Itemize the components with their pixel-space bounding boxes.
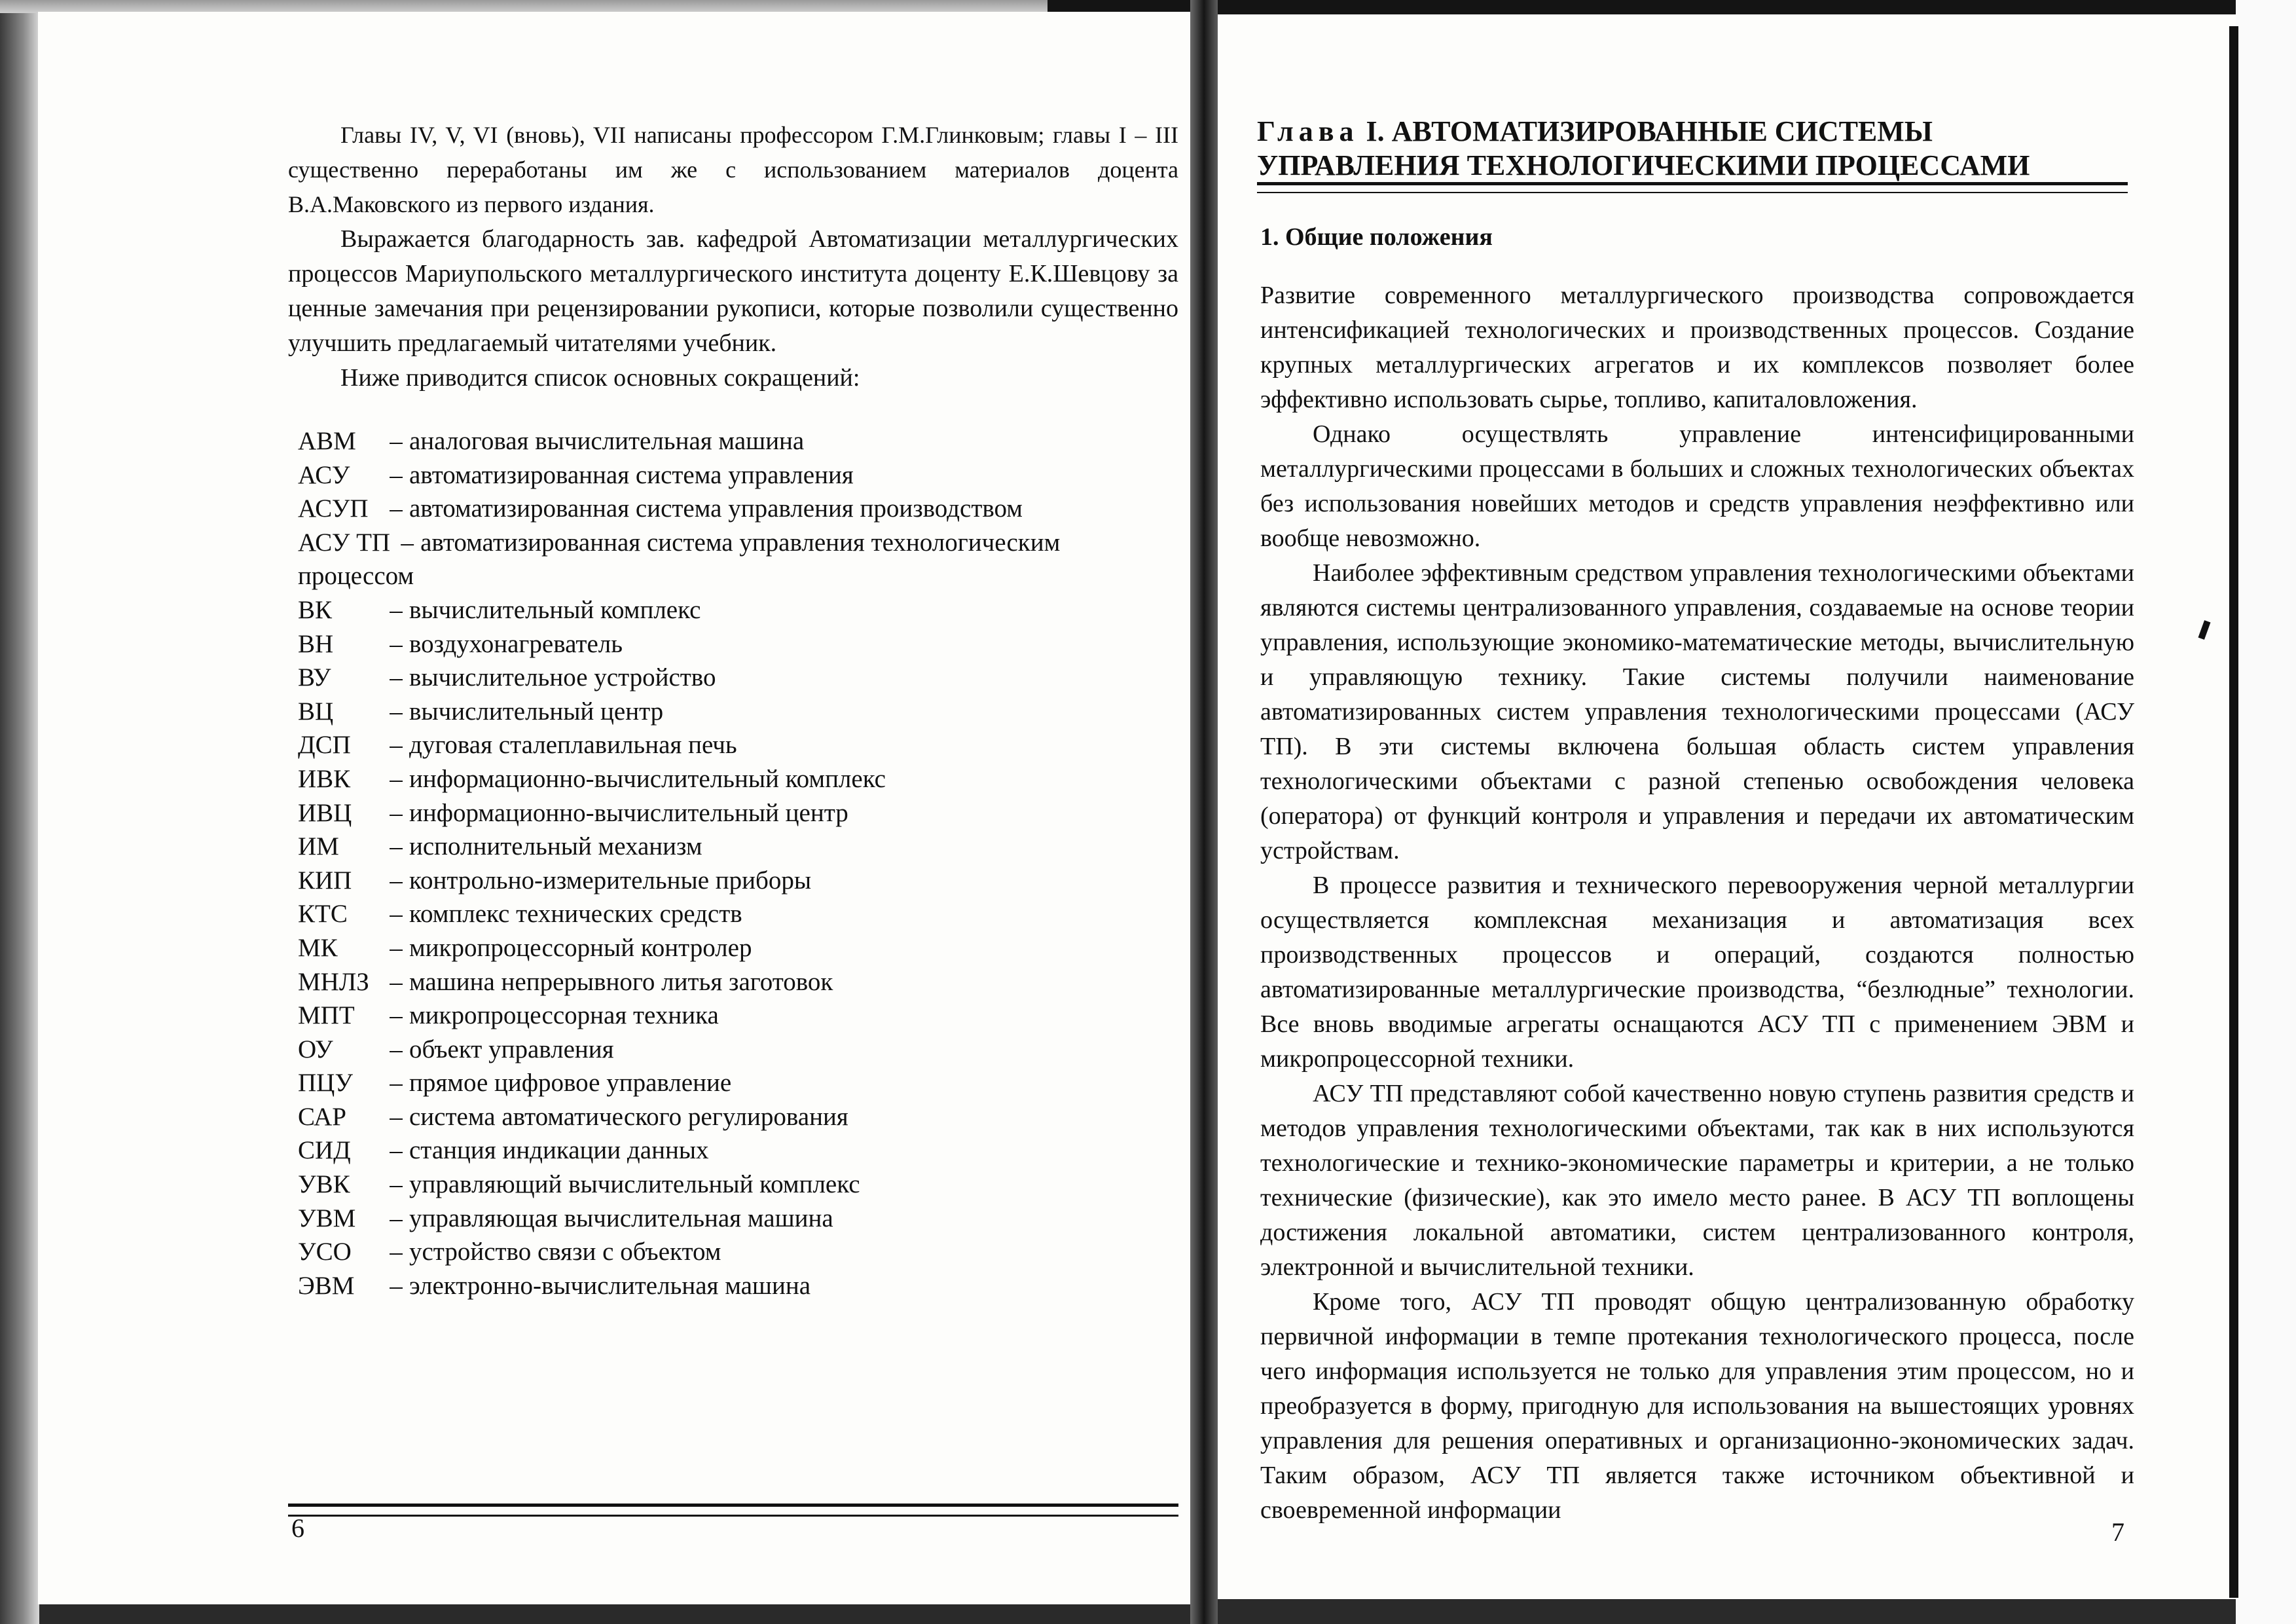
- abbreviation-text: станция индикации данных: [409, 1136, 709, 1165]
- abbreviation-text: вычислительное устройство: [409, 663, 716, 692]
- abbreviation-dash: –: [390, 832, 403, 861]
- abbreviation-row: [298, 695, 1188, 729]
- abbreviation-row: [298, 1033, 1188, 1067]
- abbreviation-text: устройство связи с объектом: [409, 1238, 721, 1266]
- abbreviation-key: КТС: [298, 900, 348, 929]
- abbreviation-key: ВЦ: [298, 697, 334, 726]
- abbreviation-key: ВУ: [298, 663, 331, 692]
- page-number-left: 6: [291, 1513, 304, 1543]
- abbreviation-list: [298, 424, 1188, 1302]
- abbreviation-key: УСО: [298, 1238, 352, 1266]
- abbreviation-key: УВК: [298, 1170, 350, 1199]
- abbreviation-key: АВМ: [298, 427, 356, 455]
- abbreviation-key: ИВК: [298, 764, 351, 793]
- abbreviation-row: [298, 728, 1188, 762]
- page-number-right: 7: [2111, 1517, 2124, 1547]
- abbreviation-key: МНЛЗ: [298, 967, 369, 996]
- abbreviation-key: ПЦУ: [298, 1069, 353, 1098]
- abbreviation-dash: –: [390, 900, 403, 929]
- abbreviation-dash: –: [390, 866, 403, 895]
- abbreviation-row: [298, 424, 1188, 458]
- footer-rule-left: [288, 1504, 1178, 1517]
- abbreviation-dash: –: [390, 1238, 403, 1266]
- right-paragraph: АСУ ТП представляют собой качественно новую ступень развития средств и методов управления технологическими объектами, так как в них используются технологические и технико-экономические параметры и критерии, а не только технические (физические), как это имело место ранее. В АСУ ТП воплощены достижения локальной автоматики, систем централизованного контроля, электронной и вычислительной техники.: [1260, 1080, 2134, 1281]
- abbreviation-row: [298, 897, 1188, 931]
- abbreviation-dash: –: [390, 1001, 403, 1030]
- abbreviation-text: автоматизированная система управления производством: [409, 494, 1023, 523]
- abbreviation-text: комплекс технических средств: [409, 900, 742, 929]
- abbreviation-dash: –: [390, 764, 403, 793]
- abbreviation-text: микропроцессорный контролер: [409, 933, 752, 962]
- right-body: [1260, 278, 2134, 1528]
- abbreviation-key: ИМ: [298, 832, 339, 861]
- abbreviation-text: прямое цифровое управление: [409, 1069, 732, 1098]
- book-gutter: [1190, 0, 1218, 1624]
- abbreviation-key: ВК: [298, 595, 333, 624]
- abbreviation-row: [298, 1100, 1188, 1134]
- abbreviation-key: КИП: [298, 866, 352, 895]
- abbreviation-row: [298, 1066, 1188, 1100]
- abbreviation-continuation: процессом: [298, 562, 414, 591]
- abbreviation-dash: –: [390, 1271, 403, 1300]
- chapter-word: Глава: [1257, 115, 1359, 147]
- abbreviation-text: управляющая вычислительная машина: [409, 1204, 833, 1232]
- abbreviation-text: машина непрерывного литья заготовок: [409, 967, 833, 996]
- section-title: 1. Общие положения: [1260, 223, 1493, 251]
- abbreviation-row: [298, 1168, 1188, 1202]
- abbreviation-row: [298, 458, 1188, 492]
- abbreviation-row: [298, 864, 1188, 898]
- abbreviation-dash: –: [390, 1069, 403, 1098]
- abbreviation-row: [298, 796, 1188, 830]
- scan-right-margin: [2236, 0, 2296, 1624]
- right-paragraph: В процессе развития и технического перевооружения черной металлургии осуществляется комплексная механизация и автоматизация всех производственных процессов и операций, создаются полностью автоматизированные металлургические производства, “безлюдные” технологии. Все вновь вводимые агрегаты оснащаются АСУ ТП с применением ЭВМ и микропроцессорной техники.: [1260, 872, 2134, 1073]
- abbreviation-dash: –: [390, 731, 403, 760]
- abbreviation-text: вычислительный комплекс: [409, 595, 701, 624]
- abbreviation-row: [298, 526, 1188, 560]
- abbreviation-dash: –: [401, 528, 414, 557]
- abbreviation-row: [298, 965, 1188, 999]
- abbreviation-key: МК: [298, 933, 338, 962]
- abbreviation-text: система автоматического регулирования: [409, 1102, 848, 1131]
- right-paragraph: Кроме того, АСУ ТП проводят общую централизованную обработку первичной информации в темпе протекания технологического процесса, после чего информация используется не только для управления этим процессом, но и преобразуется в форму, пригодную для использования на вышестоящих уровнях управления для решения оперативных и организационно-экономических задач. Таким образом, АСУ ТП является также источником объективной и своевременной информации: [1260, 1288, 2134, 1524]
- abbreviation-text: электронно-вычислительная машина: [409, 1271, 811, 1300]
- abbreviation-text: автоматизированная система управления: [409, 460, 854, 489]
- abbreviation-row: [298, 1235, 1188, 1269]
- right-paragraph: Наиболее эффективным средством управления технологическими объектами являются системы централизованного управления, создаваемые на основе теории управления, использующие экономико-математические методы, вычислительную и управляющую технику. Такие системы получили наименование автоматизированных систем управления технологическими процессами (АСУ ТП). В эти системы включена большая область систем управления технологическими объектами с разной степенью освобождения человека (оператора) от функций контроля и управления и передачи их автоматическим устройствам.: [1260, 559, 2134, 864]
- abbreviation-text: дуговая сталеплавильная печь: [409, 731, 737, 760]
- abbreviation-row: [298, 762, 1188, 796]
- abbreviation-dash: –: [390, 460, 403, 489]
- abbreviation-text: объект управления: [409, 1035, 614, 1063]
- left-paragraph: Выражается благодарность зав. кафедрой Автоматизации металлургических процессов Мариупольского металлургического института доценту Е.К.Шевцову за ценные замечания при рецензировании рукописи, которые позволили существенно улучшить предлагаемый читателями учебник.: [288, 225, 1178, 357]
- abbreviation-row: [298, 830, 1188, 864]
- abbreviation-dash: –: [390, 1102, 403, 1131]
- abbreviation-dash: –: [390, 1170, 403, 1199]
- abbreviation-dash: –: [390, 629, 403, 658]
- abbreviation-text: вычислительный центр: [409, 697, 664, 726]
- chapter-title-line1: [1257, 115, 2174, 149]
- abbreviation-dash: –: [390, 967, 403, 996]
- abbreviation-dash: –: [390, 1136, 403, 1165]
- left-intro: [288, 118, 1178, 396]
- abbreviation-text: контрольно-измерительные приборы: [409, 866, 812, 895]
- abbreviation-text: автоматизированная система управления технологическим: [420, 528, 1061, 557]
- abbreviation-text: аналоговая вычислительная машина: [409, 427, 805, 455]
- abbreviation-row: [298, 492, 1188, 526]
- abbreviation-row: [298, 627, 1188, 661]
- abbreviation-dash: –: [390, 663, 403, 692]
- scan-shadow-left: [0, 0, 39, 1624]
- scan-right-edge: [2229, 26, 2238, 1598]
- chapter-title: [1257, 115, 2174, 183]
- abbreviation-key: САР: [298, 1102, 346, 1131]
- abbreviation-key: ЭВМ: [298, 1271, 355, 1300]
- abbreviation-row: [298, 999, 1188, 1033]
- abbreviation-row: [298, 1134, 1188, 1168]
- abbreviation-key: МПТ: [298, 1001, 355, 1030]
- abbreviation-key: АСУП: [298, 494, 369, 523]
- abbreviation-row: [298, 931, 1188, 965]
- abbreviation-dash: –: [390, 1035, 403, 1063]
- chapter-rule: [1257, 182, 2128, 193]
- left-paragraph: Ниже приводится список основных сокращений:: [340, 364, 860, 392]
- abbreviation-key: ИВЦ: [298, 798, 352, 827]
- abbreviation-key: ДСП: [298, 731, 351, 760]
- abbreviation-dash: –: [390, 933, 403, 962]
- left-paragraph: Главы IV, V, VI (вновь), VII написаны профессором Г.М.Глинковым; главы I – III существенно переработаны им же с использованием материалов доцента В.А.Маковского из первого издания.: [288, 122, 1178, 217]
- abbreviation-key: АСУ ТП: [298, 528, 391, 557]
- abbreviation-key: УВМ: [298, 1204, 356, 1232]
- abbreviation-key: АСУ: [298, 460, 350, 489]
- abbreviation-row: [298, 1269, 1188, 1303]
- abbreviation-text: воздухонагреватель: [409, 629, 623, 658]
- abbreviation-text: микропроцессорная техника: [409, 1001, 719, 1030]
- abbreviation-dash: –: [390, 697, 403, 726]
- abbreviation-key: ВН: [298, 629, 334, 658]
- abbreviation-dash: –: [390, 1204, 403, 1232]
- abbreviation-text: информационно-вычислительный центр: [409, 798, 848, 827]
- right-paragraph: Однако осуществлять управление интенсифицированными металлургическими процессами в больших и сложных технологических объектах без использования новейших методов и средств управления неэффективно или вообще невозможно.: [1260, 420, 2134, 552]
- abbreviation-text: информационно-вычислительный комплекс: [409, 764, 886, 793]
- abbreviation-row: [298, 1202, 1188, 1236]
- abbreviation-text: исполнительный механизм: [409, 832, 702, 861]
- abbreviation-dash: –: [390, 427, 403, 455]
- abbreviation-key: ОУ: [298, 1035, 333, 1063]
- chapter-title-text: I. АВТОМАТИЗИРОВАННЫЕ СИСТЕМЫ: [1366, 115, 1933, 147]
- abbreviation-dash: –: [390, 798, 403, 827]
- abbreviation-dash: –: [390, 494, 403, 523]
- abbreviation-row: [298, 661, 1188, 695]
- abbreviation-dash: –: [390, 595, 403, 624]
- abbreviation-key: СИД: [298, 1136, 351, 1165]
- chapter-title-line2: УПРАВЛЕНИЯ ТЕХНОЛОГИЧЕСКИМИ ПРОЦЕССАМИ: [1257, 149, 2030, 181]
- right-paragraph: Развитие современного металлургического производства сопровождается интенсификацией технологических и производственных процессов. Создание крупных металлургических агрегатов и их комплексов позволяет более эффективно использовать сырье, топливо, капиталовложения.: [1260, 282, 2134, 413]
- abbreviation-row: [298, 593, 1188, 627]
- abbreviation-text: управляющий вычислительный комплекс: [409, 1170, 860, 1199]
